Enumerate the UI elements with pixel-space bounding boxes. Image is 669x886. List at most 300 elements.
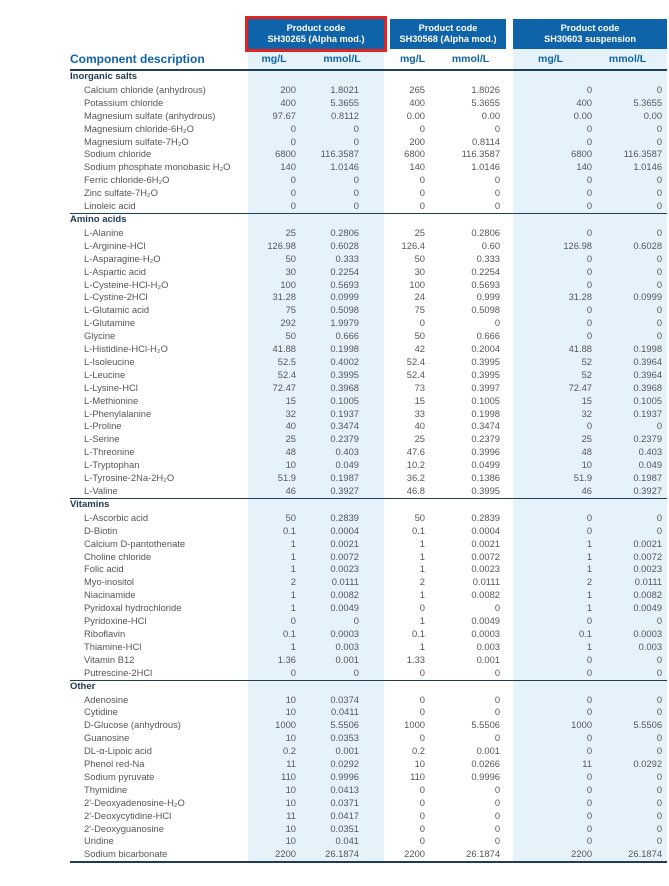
value-cell: 0.0049 <box>310 602 384 615</box>
value-cell: 0.049 <box>310 459 384 472</box>
value-cell: 1 <box>513 641 598 654</box>
empty-cell <box>248 70 310 84</box>
value-cell: 1 <box>248 538 310 551</box>
component-row <box>70 615 667 628</box>
value-cell: 0.60 <box>481 239 501 251</box>
value-cell: 75 <box>248 304 310 317</box>
component-row <box>70 227 667 240</box>
component-name-cell: Sodium pyruvate <box>84 770 155 782</box>
value-cell: 0 <box>419 317 426 329</box>
value-cell: 0.333 <box>476 252 501 264</box>
empty-cell <box>445 680 506 693</box>
value-cell: 1 <box>419 537 426 549</box>
value-cell: 0 <box>419 783 426 795</box>
value-cell: 0 <box>598 266 667 279</box>
value-cell: 5.5506 <box>471 719 501 731</box>
value-cell: 0.2839 <box>310 512 384 525</box>
component-row <box>70 719 667 732</box>
value-cell: 0 <box>419 835 426 847</box>
value-cell: 1000 <box>248 719 310 732</box>
gap-cell <box>506 459 513 472</box>
value-cell: 0.3968 <box>598 382 667 395</box>
gap-cell <box>506 576 513 589</box>
value-cell: 0.00 <box>513 110 598 123</box>
value-cell: 5.3655 <box>598 97 667 110</box>
value-cell: 0.1998 <box>471 407 501 419</box>
empty-cell <box>445 213 506 226</box>
value-cell: 0 <box>248 174 310 187</box>
value-cell: 116.3587 <box>310 148 384 161</box>
empty-cell <box>248 498 310 511</box>
value-cell: 0.0072 <box>471 550 501 562</box>
value-cell: 0.3927 <box>310 485 384 498</box>
gap-cell <box>506 253 513 266</box>
component-row <box>70 123 667 136</box>
value-cell: 0 <box>494 693 501 705</box>
value-cell: 0 <box>598 253 667 266</box>
gap-cell <box>506 732 513 745</box>
unit-header-mmol: mmol/L <box>310 49 384 70</box>
component-row <box>70 382 667 395</box>
value-cell: 10 <box>248 784 310 797</box>
value-cell: 50 <box>248 253 310 266</box>
value-cell: 51.9 <box>513 472 598 485</box>
value-cell: 15 <box>513 395 598 408</box>
gap-cell <box>506 745 513 758</box>
component-row <box>70 291 667 304</box>
gap-cell <box>506 706 513 719</box>
gap-cell <box>506 615 513 628</box>
empty-cell <box>248 213 310 226</box>
value-cell: 0 <box>513 654 598 667</box>
gap-cell <box>506 408 513 421</box>
component-name-cell: Myo-inositol <box>84 576 135 588</box>
component-name-cell: L-Threonine <box>84 446 135 458</box>
value-cell: 0.1998 <box>598 343 667 356</box>
value-cell: 97.67 <box>248 110 310 123</box>
value-cell: 50 <box>248 330 310 343</box>
component-row <box>70 538 667 551</box>
value-cell: 0.0351 <box>310 823 384 836</box>
value-cell: 0.666 <box>476 330 501 342</box>
value-cell: 0.3997 <box>471 381 501 393</box>
gap-cell <box>506 694 513 707</box>
value-cell: 0 <box>494 666 501 678</box>
value-cell: 0 <box>494 317 501 329</box>
empty-cell <box>445 70 506 84</box>
component-row <box>70 784 667 797</box>
component-row <box>70 343 667 356</box>
gap-cell <box>506 97 513 110</box>
empty-cell <box>310 70 384 84</box>
value-cell: 0 <box>419 666 426 678</box>
value-cell: 0 <box>513 525 598 538</box>
value-cell: 0.001 <box>310 745 384 758</box>
value-cell: 0 <box>513 187 598 200</box>
value-cell: 0.0003 <box>310 628 384 641</box>
value-cell: 15 <box>414 394 426 406</box>
value-cell: 292 <box>248 317 310 330</box>
composition-table <box>70 19 667 863</box>
gap-cell <box>506 266 513 279</box>
value-cell: 33 <box>414 407 426 419</box>
value-cell: 1 <box>513 551 598 564</box>
value-cell: 0 <box>494 809 501 821</box>
value-cell: 75 <box>414 304 426 316</box>
gap-cell <box>506 498 513 511</box>
value-cell: 48 <box>513 446 598 459</box>
gap-cell <box>506 136 513 149</box>
component-row <box>70 110 667 123</box>
value-cell: 6800 <box>248 148 310 161</box>
component-name-cell: L-Methionine <box>84 394 139 406</box>
value-cell: 2200 <box>248 848 310 862</box>
value-cell: 0 <box>494 732 501 744</box>
value-cell: 0 <box>494 706 501 718</box>
value-cell: 1000 <box>404 719 426 731</box>
value-cell: 0.0292 <box>598 758 667 771</box>
product-code-value: SH30568 (Alpha mod.) <box>399 34 497 44</box>
value-cell: 0 <box>598 123 667 136</box>
component-name-cell: Niacinamide <box>84 589 136 601</box>
section-title: Vitamins <box>70 498 248 511</box>
empty-cell <box>598 213 667 226</box>
value-cell: 0 <box>598 279 667 292</box>
section-title: Other <box>70 680 248 693</box>
value-cell: 0 <box>598 732 667 745</box>
value-cell: 11 <box>248 810 310 823</box>
unit-header-mmol: mmol/L <box>445 49 506 70</box>
value-cell: 0.5098 <box>471 304 501 316</box>
value-cell: 0.1987 <box>310 472 384 485</box>
gap-cell <box>506 317 513 330</box>
value-cell: 100 <box>409 278 426 290</box>
component-name-cell: L-Arginine-HCl <box>84 239 146 251</box>
value-cell: 52.5 <box>248 356 310 369</box>
gap-cell <box>506 667 513 680</box>
component-name-cell: L-Tyrosine-2Na-2H₂O <box>84 472 175 484</box>
section-header-row <box>70 680 667 693</box>
value-cell: 0.0023 <box>598 563 667 576</box>
value-cell: 0.0004 <box>471 524 501 536</box>
component-name-cell: DL-α-Lipoic acid <box>84 745 152 757</box>
value-cell: 0.3995 <box>310 369 384 382</box>
value-cell: 0 <box>513 420 598 433</box>
component-name-cell: L-Glutamic acid <box>84 304 150 316</box>
gap-cell <box>506 835 513 848</box>
value-cell: 46 <box>248 485 310 498</box>
value-cell: 0.0499 <box>471 459 501 471</box>
section-header-row <box>70 70 667 84</box>
value-cell: 0 <box>513 835 598 848</box>
value-cell: 0 <box>419 706 426 718</box>
value-cell: 0.2379 <box>598 433 667 446</box>
value-cell: 0 <box>598 823 667 836</box>
value-cell: 0.1005 <box>310 395 384 408</box>
value-cell: 0.3474 <box>310 420 384 433</box>
empty-cell <box>310 213 384 226</box>
value-cell: 0.2254 <box>471 265 501 277</box>
component-row <box>70 253 667 266</box>
value-cell: 0 <box>310 667 384 680</box>
component-row <box>70 472 667 485</box>
value-cell: 0.0266 <box>471 758 501 770</box>
value-cell: 0 <box>513 512 598 525</box>
value-cell: 126.98 <box>513 240 598 253</box>
value-cell: 0 <box>513 174 598 187</box>
value-cell: 0.1 <box>513 628 598 641</box>
value-cell: 0 <box>513 123 598 136</box>
value-cell: 110 <box>248 771 310 784</box>
section-title: Inorganic salts <box>70 70 248 84</box>
component-name-cell: Pyridoxal hydrochloride <box>84 602 182 614</box>
value-cell: 0 <box>513 706 598 719</box>
value-cell: 0.003 <box>476 640 501 652</box>
empty-cell <box>390 498 445 511</box>
value-cell: 0 <box>598 304 667 317</box>
value-cell: 0.8114 <box>472 135 501 147</box>
value-cell: 0.0417 <box>310 810 384 823</box>
value-cell: 50 <box>248 512 310 525</box>
value-cell: 0 <box>513 615 598 628</box>
value-cell: 0 <box>419 822 426 834</box>
gap-cell <box>506 433 513 446</box>
component-name-cell: Sodium bicarbonate <box>70 848 248 862</box>
value-cell: 0 <box>513 823 598 836</box>
value-cell: 0 <box>513 279 598 292</box>
component-name-cell: L-Phenylalanine <box>84 407 152 419</box>
value-cell: 2 <box>248 576 310 589</box>
value-cell: 10 <box>248 797 310 810</box>
value-cell: 0 <box>494 200 501 212</box>
product-code-value: SH30265 (Alpha mod.) <box>267 34 365 44</box>
value-cell: 52.4 <box>406 355 426 367</box>
value-cell: 1.0146 <box>598 161 667 174</box>
value-cell: 0.3995 <box>471 355 501 367</box>
component-name-cell: L-Tryptophan <box>84 459 140 471</box>
value-cell: 200 <box>248 84 310 97</box>
component-row <box>70 330 667 343</box>
value-cell: 0.2 <box>248 745 310 758</box>
value-cell: 0.1987 <box>598 472 667 485</box>
value-cell: 1 <box>248 551 310 564</box>
value-cell: 0 <box>598 200 667 213</box>
value-cell: 40 <box>414 420 426 432</box>
component-row <box>70 823 667 836</box>
component-row <box>70 694 667 707</box>
component-row <box>70 200 667 213</box>
value-cell: 0 <box>598 187 667 200</box>
gap-cell <box>506 200 513 213</box>
value-cell: 0 <box>598 317 667 330</box>
value-cell: 2 <box>513 576 598 589</box>
value-cell: 0.2254 <box>310 266 384 279</box>
component-row <box>70 667 667 680</box>
value-cell: 0.999 <box>476 291 501 303</box>
value-cell: 0 <box>248 136 310 149</box>
component-name-cell: Riboflavin <box>84 627 126 639</box>
gap-cell <box>506 485 513 498</box>
value-cell: 0 <box>494 783 501 795</box>
component-row <box>70 266 667 279</box>
value-cell: 5.3655 <box>310 97 384 110</box>
value-cell: 1 <box>513 563 598 576</box>
value-cell: 100 <box>248 279 310 292</box>
value-cell: 0 <box>513 253 598 266</box>
value-cell: 0.00 <box>406 109 426 121</box>
gap-cell <box>506 187 513 200</box>
component-row <box>70 628 667 641</box>
empty-cell <box>390 213 445 226</box>
value-cell: 10 <box>248 732 310 745</box>
value-cell: 0 <box>494 796 501 808</box>
component-row <box>70 161 667 174</box>
value-cell: 0 <box>598 771 667 784</box>
value-cell: 0.0999 <box>310 291 384 304</box>
component-name-cell: Adenosine <box>84 693 129 705</box>
value-cell: 10 <box>248 835 310 848</box>
component-name-cell: L-Cystine-2HCl <box>84 291 148 303</box>
value-cell: 0.0021 <box>598 538 667 551</box>
component-name-cell: Folic acid <box>84 563 124 575</box>
value-cell: 0.0353 <box>310 732 384 745</box>
value-cell: 400 <box>248 97 310 110</box>
component-name-cell: Vitamin B12 <box>84 653 135 665</box>
empty-cell <box>598 680 667 693</box>
value-cell: 0 <box>513 330 598 343</box>
component-row <box>70 797 667 810</box>
value-cell: 0 <box>598 694 667 707</box>
component-name-cell: L-Isoleucine <box>84 355 135 367</box>
value-cell: 1 <box>419 615 426 627</box>
value-cell: 0.666 <box>310 330 384 343</box>
empty-cell <box>248 680 310 693</box>
value-cell: 72.47 <box>248 382 310 395</box>
empty-cell <box>445 498 506 511</box>
value-cell: 0 <box>598 174 667 187</box>
value-cell: 6800 <box>513 148 598 161</box>
component-name-cell: Linoleic acid <box>84 200 136 212</box>
value-cell: 0.0082 <box>598 589 667 602</box>
value-cell: 0 <box>419 602 426 614</box>
value-cell: 0.6028 <box>598 240 667 253</box>
value-cell: 0.3964 <box>598 369 667 382</box>
gap-cell <box>506 161 513 174</box>
value-cell: 26.1874 <box>445 848 506 862</box>
gap-cell <box>506 369 513 382</box>
value-cell: 1.36 <box>248 654 310 667</box>
component-row <box>70 408 667 421</box>
component-name-cell: Zinc sulfate-7H₂O <box>84 187 158 199</box>
value-cell: 0 <box>513 810 598 823</box>
value-cell: 0.0411 <box>310 706 384 719</box>
value-cell: 140 <box>513 161 598 174</box>
component-row <box>70 589 667 602</box>
value-cell: 0 <box>419 200 426 212</box>
component-name-cell: Thymidine <box>84 783 128 795</box>
gap-cell <box>506 330 513 343</box>
empty-cell <box>310 498 384 511</box>
value-cell: 0.5693 <box>471 278 501 290</box>
unit-header-mg: mg/L <box>248 49 310 70</box>
value-cell: 0 <box>598 615 667 628</box>
value-cell: 0 <box>513 694 598 707</box>
value-cell: 25 <box>248 227 310 240</box>
component-row <box>70 84 667 97</box>
component-row <box>70 512 667 525</box>
value-cell: 0.001 <box>310 654 384 667</box>
value-cell: 0.0021 <box>310 538 384 551</box>
value-cell: 0.1 <box>411 524 426 536</box>
component-name-cell: L-Valine <box>84 485 118 496</box>
value-cell: 0 <box>248 615 310 628</box>
value-cell: 5.3655 <box>471 96 501 108</box>
component-name-cell: Magnesium sulfate (anhydrous) <box>84 109 216 121</box>
product-code-header-1 <box>248 19 384 49</box>
value-cell: 0.0111 <box>472 576 501 588</box>
value-cell: 0 <box>248 187 310 200</box>
gap-cell <box>506 279 513 292</box>
component-row <box>70 551 667 564</box>
value-cell: 116.3587 <box>461 148 501 160</box>
value-cell: 10 <box>248 706 310 719</box>
value-cell: 0 <box>598 810 667 823</box>
value-cell: 0 <box>513 227 598 240</box>
value-cell: 0.1386 <box>471 472 501 484</box>
value-cell: 0 <box>513 317 598 330</box>
empty-cell <box>513 498 598 511</box>
value-cell: 0 <box>513 797 598 810</box>
component-name-cell: 2'-Deoxycytidine-HCl <box>84 809 172 821</box>
value-cell: 0 <box>598 227 667 240</box>
component-name-cell: Choline chloride <box>84 550 152 562</box>
value-cell: 1000 <box>513 719 598 732</box>
value-cell: 0.0049 <box>598 602 667 615</box>
gap-cell <box>506 823 513 836</box>
gap-cell <box>506 797 513 810</box>
gap-cell <box>506 563 513 576</box>
gap-cell <box>506 512 513 525</box>
value-cell: 0.00 <box>598 110 667 123</box>
component-name-cell: L-Asparagine-H₂O <box>84 252 161 264</box>
component-name-cell: Sodium chloride <box>84 148 152 160</box>
component-name-cell: Guanosine <box>84 732 130 744</box>
value-cell: 0 <box>310 615 384 628</box>
component-description-header: Component description <box>70 49 248 70</box>
component-name-cell: Calcium D-pantothenate <box>84 537 186 549</box>
value-cell: 0.049 <box>598 459 667 472</box>
value-cell: 50 <box>414 330 426 342</box>
value-cell: 0.403 <box>310 446 384 459</box>
gap-cell <box>506 771 513 784</box>
value-cell: 0 <box>598 835 667 848</box>
value-cell: 0.003 <box>598 641 667 654</box>
section-title: Amino acids <box>70 213 248 226</box>
value-cell: 0.0003 <box>598 628 667 641</box>
component-name-cell: L-Ascorbic acid <box>84 511 149 523</box>
value-cell: 0 <box>513 745 598 758</box>
product-code-label: Product code <box>418 22 478 33</box>
value-cell: 0 <box>494 835 501 847</box>
value-cell: 50 <box>414 252 426 264</box>
component-name-cell: Potassium chloride <box>84 96 164 108</box>
value-cell: 0 <box>513 84 598 97</box>
value-cell: 1 <box>419 563 426 575</box>
component-row <box>70 97 667 110</box>
value-cell: 0 <box>598 136 667 149</box>
value-cell: 0 <box>598 667 667 680</box>
component-name-cell: Sodium phosphate monobasic H₂O <box>84 161 231 173</box>
